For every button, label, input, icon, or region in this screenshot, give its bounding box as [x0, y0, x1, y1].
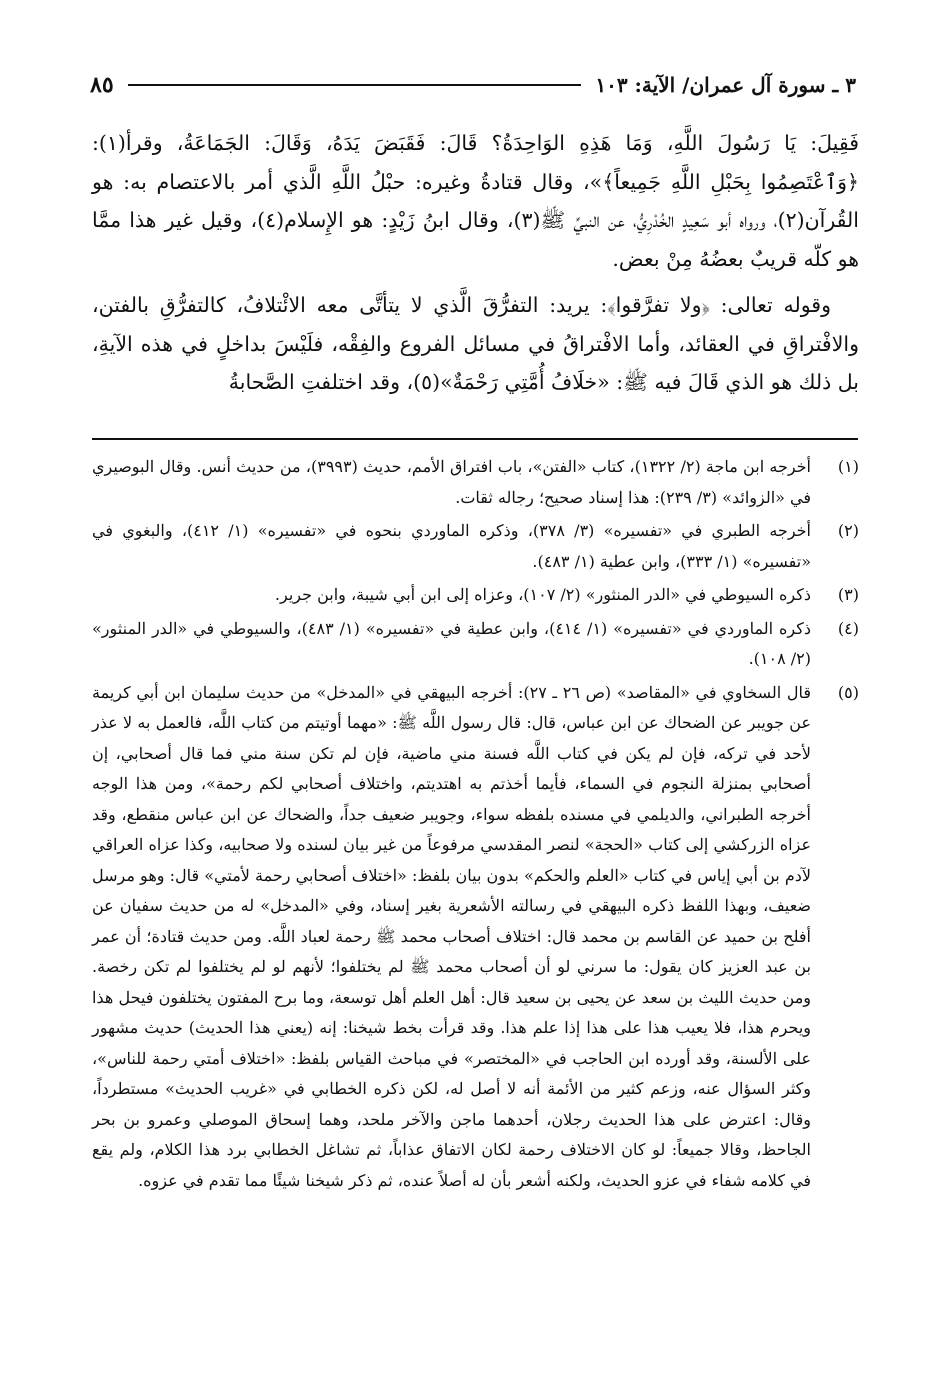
page-header: [90, 70, 856, 100]
footnote-number: (٢): [837, 521, 859, 540]
footnote-text: ذكره الماوردي في «تفسيره» (١/ ٤١٤)، وابن عطية في «تفسيره» (١/ ٤٨٣)، والسيوطي في «الدر المنثور» (٢/ ١٠٨).: [92, 618, 811, 668]
footnote-text: أخرجه ابن ماجة (٢/ ١٣٢٢)، كتاب «الفتن»، باب افتراق الأمم، حديث (٣٩٩٣)، من حديث أنس. وقال البوصيري في «الزوائد» (٣/ ٢٣٩): هذا إسناد صحيح؛ رجاله ثقات.: [92, 457, 812, 507]
footnote-text: ذكره السيوطي في «الدر المنثور» (٢/ ١٠٧)، وعزاه إلى ابن أبي شيبة، وابن جرير.: [274, 585, 811, 604]
footnote-separator: [92, 438, 858, 440]
footnote-number: (١): [837, 457, 859, 476]
footnotes: [92, 452, 859, 1199]
footnote-number: (٥): [837, 682, 859, 702]
body-paragraph: فَقِيلَ: يَا رَسُولَ اللَّهِ، وَمَا هَذِهِ الوَاحِدَةُ؟ قَالَ: فَقَبَضَ يَدَهُ، وَقَالَ: الجَمَاعَةُ، وقرأ(١): ﴿وَٱعْتَصِمُوا بِحَبْلِ اللَّهِ جَمِيعاً﴾»، وقال قتادةُ وغيره: حبْلُ اللَّهِ الَّذي أمر بالاعتصام به: هو القُرآن(٢)، ورواه أبو سَعِيدٍ الخُدْرِيُّ، عن النبيِّ ﷺ(٣)، وقال ابنُ زَيْدٍ: هو الإِسلام(٤)، وقيل غير هذا ممَّا هو كلّه قريبٌ بعضُهُ مِنْ بعض.: [92, 131, 859, 271]
footnote: [92, 678, 859, 1197]
footnote-number: (٣): [837, 585, 859, 604]
footnote-text: قال السخاوي في «المقاصد» (ص ٢٦ ـ ٢٧): أخرجه البيهقي في «المدخل» من حديث سليمان ابن أبي كريمة عن جويبر عن الضحاك عن ابن عباس، قال: قال رسول اللَّه ﷺ: «مهما أوتيتم من كتاب اللَّه، فالعمل به لا عذر لأحد في تركه، فإن لم يكن في كتاب اللَّه فسنة مني ماضية، فإن لم تكن سنة مني فما قال أصحابي، إن أصحابي بمنزلة النجوم في السماء، فأيما أخذتم به اهتديتم، واختلاف أصحابي لكم رحمة»، ومن هذا الوجه أخرجه الطبراني، والديلمي في مسنده بلفظه سواء، وجويبر ضعيف جداً، والضحاك عن ابن عباس منقطع، وقد عزاه الزركشي إلى كتاب «الحجة» لنصر المقدسي مرفوعاً من غير بيان لسنده ولا صحابيه، وكذا عزاه العراقي لآدم بن أبي إياس في كتاب «العلم والحكم» بدون بيان بلفظ: «اختلاف أصحابي رحمة لأمتي» قال: وهو مرسل ضعيف، وبهذا اللفظ ذكره البيهقي في رسالته الأشعرية بغير إسناد، وفي «المدخل» له من حديث سفيان عن أفلح بن حميد عن القاسم بن محمد قال: اختلاف أصحاب محمد ﷺ رحمة لعباد اللَّه. ومن حديث قتادة؛ أن عمر بن عبد العزيز كان يقول: ما سرني لو أن أصحاب محمد ﷺ لم يختلفوا؛ لأنهم لو لم يختلفوا لم تكن رخصة. ومن حديث الليث بن سعد عن يحيى بن سعيد قال: أهل العلم أهل توسعة، وما برح المفتون يختلفون فيحل هذا ويحرم هذا، فلا يعيب هذا على هذا إذا علم هذا. وقد قرأت بخط شيخنا: إنه (يعني هذا الحديث) حديث مشهور على الألسنة، وقد أورده ابن الحاجب في «المختصر» في مباحث القياس بلفظ: «اختلاف أمتي رحمة للناس»، وكثر السؤال عنه، وزعم كثير من الأئمة أنه لا أصل له، لكن ذكره الخطابي في «غريب الحديث» مستطرداً، وقال: اعترض على هذا الحديث رجلان، أحدهما ماجن والآخر ملحد، وهما إسحاق الموصلي وعمرو بن بحر الجاحظ، وقالا جميعاً: لو كان الاختلاف رحمة لكان الاتفاق عذاباً، ثم تشاغل الخطابي برد هذا الكلام، ولم يقع في كلامه شفاء في عزو الحديث، ولكنه أشعر بأن له أصلاً عنده، ثم ذكر شيخنا شيئًا مما تقدم في عزوه.: [92, 682, 812, 1190]
footnote: [92, 614, 859, 675]
running-title: ٣ ـ سورة آل عمران/ الآية: ١٠٣: [595, 73, 856, 97]
footnote: [92, 580, 859, 611]
footnote-number: (٤): [837, 618, 859, 638]
page-number: ٨٥: [90, 72, 114, 98]
footnote-text: أخرجه الطبري في «تفسيره» (٣/ ٣٧٨)، وذكره الماوردي بنحوه في «تفسيره» (١/ ٤١٢)، والبغوي في «تفسيره» (١/ ٣٣٣)، وابن عطية (١/ ٤٨٣).: [92, 521, 811, 571]
body-paragraph: وقوله تعالى: ﴿ولا تفرَّقوا﴾: يريد: التفرُّقَ الَّذي لا يتأتَّى معه الائْتلافُ، كالتفرُّقِ بالفتن، والافْتراقِ في العقائد، وأما الافْتراقُ في مسائل الفروع والفِقْه، فلَيْسَ بداخلٍ في هذه الآيةِ، بل ذلك هو الذي قَالَ فيه ﷺ: «خلَافُ أُمَّتِي رَحْمَةٌ»(٥)، وقد اختلفتِ الصَّحابةُ: [92, 293, 859, 394]
footnote: [92, 516, 859, 577]
header-rule: [128, 84, 582, 86]
main-text: [92, 124, 859, 410]
footnote: [92, 452, 859, 513]
